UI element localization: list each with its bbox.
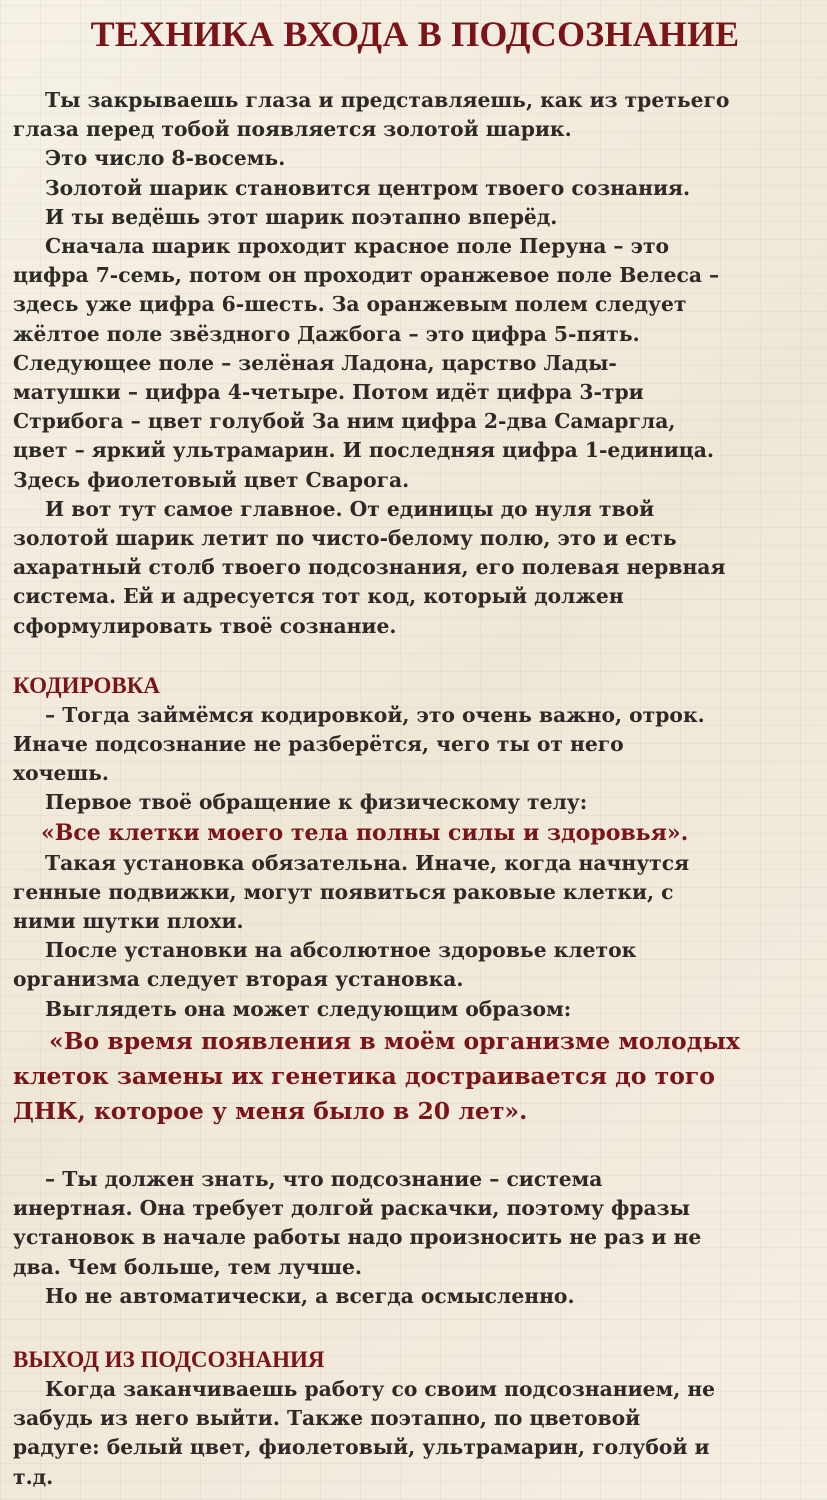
text-line: жёлтое поле звёздного Дажбога – это цифра 5-пять.	[13, 321, 640, 346]
quote-line: ДНК, которое у меня было в 20 лет».	[13, 1096, 528, 1125]
coding-paragraph-1	[13, 701, 817, 789]
text-line: И вот тут самое главное. От единицы до нуля твой	[45, 496, 655, 521]
text-line: цифра 7-семь, потом он проходит оранжевое поле Велеса –	[13, 263, 720, 288]
text-line: Здесь фиолетовый цвет Сварога.	[13, 467, 410, 492]
text-line: ахаратный столб твоего подсознания, его полевая нервная	[13, 555, 726, 580]
intro-paragraph-6	[13, 495, 817, 641]
intro-paragraph-2: Это число 8-восемь.	[45, 146, 286, 171]
text-line: Иначе подсознание не разберётся, чего ты от него	[13, 732, 624, 757]
coding-paragraph-3	[13, 849, 817, 937]
coding-section	[13, 671, 817, 1311]
text-line: Следующее поле – зелёная Ладона, царство Лады-	[13, 350, 617, 375]
text-line: Такая установка обязательна. Иначе, когда начнутся	[45, 850, 690, 875]
text-line: Сначала шарик проходит красное поле Перуна – это	[45, 234, 670, 259]
text-line: два. Чем больше, тем лучше.	[13, 1254, 362, 1279]
section-heading-exit: ВЫХОД ИЗ ПОДСОЗНАНИЯ	[13, 1346, 325, 1372]
quote-affirmation-2	[13, 1024, 817, 1129]
intro-paragraph-3: Золотой шарик становится центром твоего сознания.	[45, 175, 691, 200]
text-line: – Тогда займёмся кодировкой, это очень важно, отрок.	[45, 702, 705, 727]
page-title: ТЕХНИКА ВХОДА В ПОДСОЗНАНИЕ	[90, 14, 740, 54]
intro-paragraph-4: И ты ведёшь этот шарик поэтапно вперёд.	[45, 204, 558, 229]
text-line: т.д.	[13, 1464, 54, 1489]
text-line: Когда заканчиваешь работу со своим подсознанием, не	[45, 1376, 716, 1401]
coding-paragraph-4	[13, 936, 817, 994]
exit-section	[13, 1345, 817, 1492]
coding-paragraph-7: Но не автоматически, а всегда осмысленно.	[45, 1283, 575, 1308]
intro-section	[13, 86, 817, 641]
intro-paragraph-5	[13, 232, 817, 495]
text-line: Ты закрываешь глаза и представляешь, как из третьего	[45, 88, 730, 112]
text-line: хочешь.	[13, 761, 109, 786]
text-line: После установки на абсолютное здоровье клеток	[45, 938, 637, 963]
spacer	[13, 1129, 817, 1165]
quote-line: «Во время появления в моём организме молодых	[49, 1026, 740, 1055]
exit-paragraph-1	[13, 1375, 817, 1492]
quote-affirmation-1: «Все клетки моего тела полны силы и здоровья».	[41, 819, 689, 846]
coding-paragraph-5: Выглядеть она может следующим образом:	[45, 996, 572, 1021]
text-line: организма следует вторая установка.	[13, 967, 464, 992]
text-line: Стрибога – цвет голубой За ним цифра 2-два Самаргла,	[13, 409, 676, 434]
text-line: матушки – цифра 4-четыре. Потом идёт цифра 3-три	[13, 380, 644, 405]
text-line: сформулировать твоё сознание.	[13, 613, 397, 638]
text-line: инертная. Она требует долгой раскачки, поэтому фразы	[13, 1196, 690, 1221]
text-line: здесь уже цифра 6-шесть. За оранжевым полем следует	[13, 292, 687, 317]
intro-paragraph-1	[13, 86, 817, 144]
quote-line: клеток замены их генетика достраивается до того	[13, 1061, 715, 1090]
text-line: генные подвижки, могут появиться раковые клетки, с	[13, 879, 674, 904]
spacer	[13, 1311, 817, 1345]
text-line: ними шутки плохи.	[13, 909, 244, 934]
text-line: золотой шарик летит по чисто-белому полю, это и есть	[13, 526, 677, 551]
text-line: глаза перед тобой появляется золотой шарик.	[13, 117, 572, 142]
spacer	[13, 641, 817, 671]
coding-paragraph-6	[13, 1165, 817, 1282]
section-heading-coding: КОДИРОВКА	[13, 672, 160, 698]
text-line: установок в начале работы надо произносить не раз и не	[13, 1225, 702, 1250]
coding-paragraph-2: Первое твоё обращение к физическому телу:	[45, 790, 588, 815]
text-line: радуге: белый цвет, фиолетовый, ультрамарин, голубой и	[13, 1435, 710, 1460]
text-line: система. Ей и адресуется тот код, который должен	[13, 584, 624, 609]
text-line: – Ты должен знать, что подсознание – система	[45, 1166, 603, 1191]
text-line: забудь из него выйти. Также поэтапно, по цветовой	[13, 1406, 641, 1431]
text-line: цвет – яркий ультрамарин. И последняя цифра 1-единица.	[13, 438, 714, 463]
